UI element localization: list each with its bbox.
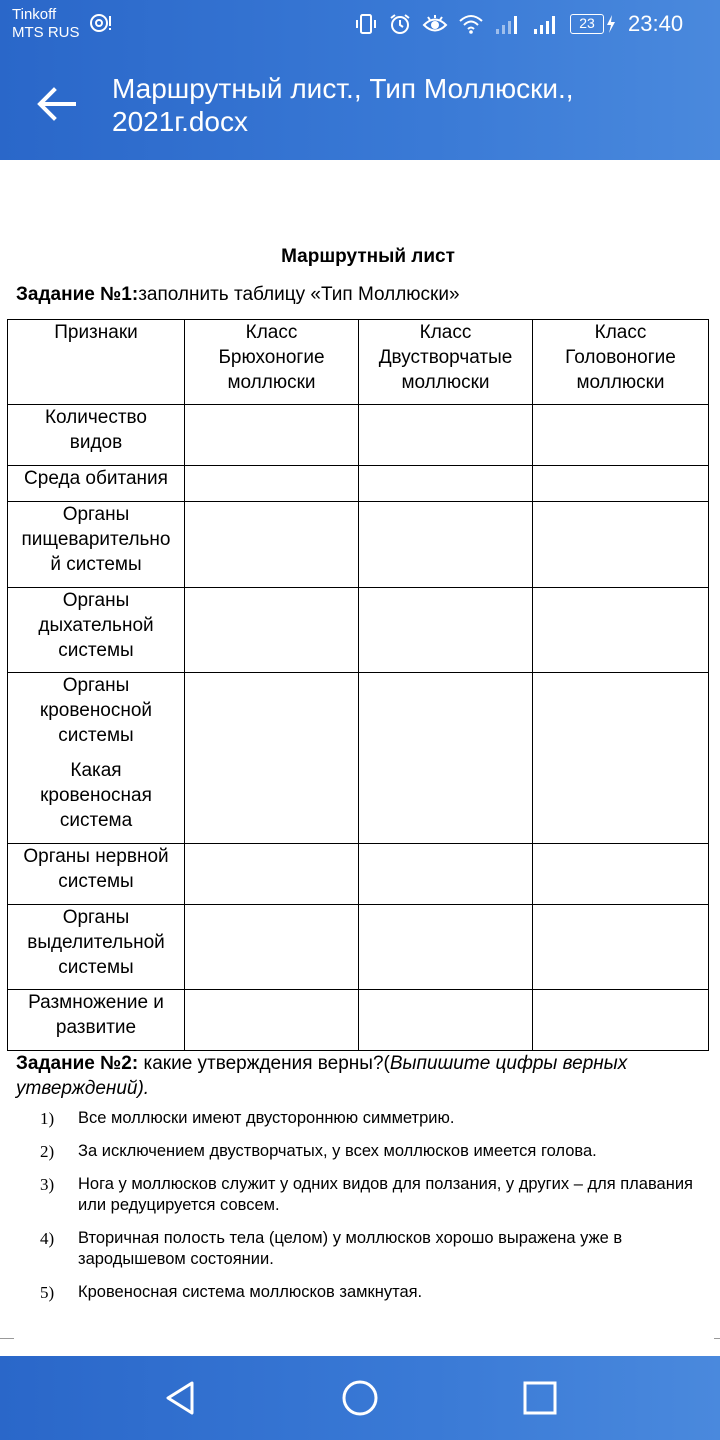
table-cell[interactable]	[185, 673, 359, 844]
clock: 23:40	[628, 11, 684, 36]
status-bar	[0, 0, 720, 48]
page-edge-mark	[714, 1338, 720, 1339]
wifi-icon	[458, 12, 484, 36]
nav-back-button[interactable]	[150, 1374, 210, 1422]
table-cell[interactable]	[359, 673, 533, 844]
table-cell[interactable]	[185, 502, 359, 588]
status-icons	[354, 10, 683, 38]
table-cell[interactable]	[359, 405, 533, 466]
task2-note: Выпишите цифры верных утверждений).	[16, 1053, 628, 1099]
task1	[16, 284, 460, 306]
table-cell[interactable]	[359, 905, 533, 990]
arrow-left-icon	[36, 86, 76, 122]
charging-icon	[606, 14, 616, 34]
nav-recents-button[interactable]	[510, 1374, 570, 1422]
statements-list	[40, 1108, 700, 1315]
row-label: Органы кровеносной системы Какая кровеносная система	[8, 673, 185, 844]
back-triangle-icon	[160, 1378, 200, 1418]
battery-icon	[570, 14, 616, 34]
list-item: 3) Нога у моллюсков служит у одних видов для ползания, у других – для плавания или редуцируется совсем.	[40, 1175, 693, 1214]
task1-text: заполнить таблицу «Тип Моллюски»	[138, 284, 460, 305]
table-row	[8, 673, 709, 844]
row-label: Размножение и развитие	[8, 990, 185, 1051]
table-row	[8, 905, 709, 990]
signal-icon	[532, 12, 560, 36]
row-label: Органы пищеварительно й системы	[8, 502, 185, 588]
eye-comfort-icon	[422, 12, 448, 36]
table-cell[interactable]	[185, 405, 359, 466]
table-cell[interactable]	[359, 844, 533, 905]
table-cell[interactable]	[185, 844, 359, 905]
row-label: Органы выделительной системы	[8, 905, 185, 990]
table-cell[interactable]	[533, 502, 709, 588]
task2-text: какие утверждения верны?(	[138, 1053, 390, 1074]
table-row	[8, 466, 709, 502]
task1-label: Задание №1:	[16, 284, 139, 305]
table-cell[interactable]	[359, 466, 533, 502]
row-label: Среда обитания	[8, 466, 185, 502]
table-row	[8, 502, 709, 588]
table-cell[interactable]	[359, 588, 533, 673]
carrier-line1: Tinkoff	[12, 6, 57, 23]
battery-level: 23	[570, 14, 604, 34]
table-cell[interactable]	[185, 990, 359, 1051]
home-circle-icon	[340, 1378, 380, 1418]
document-title: Маршрутный лист., Тип Моллюски., 2021г.docx	[112, 73, 574, 137]
table-cell[interactable]	[359, 502, 533, 588]
table-row	[8, 405, 709, 466]
table-cell[interactable]	[533, 588, 709, 673]
list-item: 4) Вторичная полость тела (целом) у моллюсков хорошо выражена уже в зародышевом состоянии.	[40, 1229, 623, 1268]
table-cell[interactable]	[359, 990, 533, 1051]
table-cell[interactable]	[533, 844, 709, 905]
back-button[interactable]	[24, 80, 88, 128]
list-item: 2) За исключением двустворчатых, у всех моллюсков имеется голова.	[40, 1142, 597, 1161]
carrier-info	[12, 6, 80, 42]
task2	[16, 1051, 706, 1101]
table-row	[8, 588, 709, 673]
document-page	[0, 160, 720, 1340]
carrier-line2: MTS RUS	[12, 24, 80, 41]
header-cell: Класс Головоногие моллюски	[533, 320, 709, 405]
hotspot-icon	[88, 10, 114, 36]
row-label: Органы дыхательной системы	[8, 588, 185, 673]
header-cell: Класс Брюхоногие моллюски	[185, 320, 359, 405]
list-item: 1) Все моллюски имеют двустороннюю симметрию.	[40, 1109, 455, 1128]
table-cell[interactable]	[533, 405, 709, 466]
vibrate-icon	[354, 12, 378, 36]
table-cell[interactable]	[185, 588, 359, 673]
list-item: 5) Кровеносная система моллюсков замкнутая.	[40, 1283, 423, 1302]
alarm-icon	[388, 12, 412, 36]
page-edge-mark	[0, 1338, 14, 1339]
table-row	[8, 990, 709, 1051]
table-cell[interactable]	[533, 905, 709, 990]
document-heading: Маршрутный лист	[281, 246, 455, 267]
header-cell: Класс Двустворчатые моллюски	[359, 320, 533, 405]
table-cell[interactable]	[533, 466, 709, 502]
table-header-row	[8, 320, 709, 405]
signal-icon	[494, 12, 522, 36]
app-bar	[0, 0, 720, 160]
table-cell[interactable]	[185, 466, 359, 502]
mollusc-table	[7, 319, 709, 1051]
table-row	[8, 844, 709, 905]
task2-label: Задание №2:	[16, 1053, 139, 1074]
recents-square-icon	[520, 1378, 560, 1418]
table-cell[interactable]	[185, 905, 359, 990]
nav-home-button[interactable]	[330, 1374, 390, 1422]
row-label: Количество видов	[8, 405, 185, 466]
header-cell: Признаки	[8, 320, 185, 405]
row-label: Органы нервной системы	[8, 844, 185, 905]
navigation-bar	[0, 1356, 720, 1440]
table-cell[interactable]	[533, 673, 709, 844]
table-cell[interactable]	[533, 990, 709, 1051]
